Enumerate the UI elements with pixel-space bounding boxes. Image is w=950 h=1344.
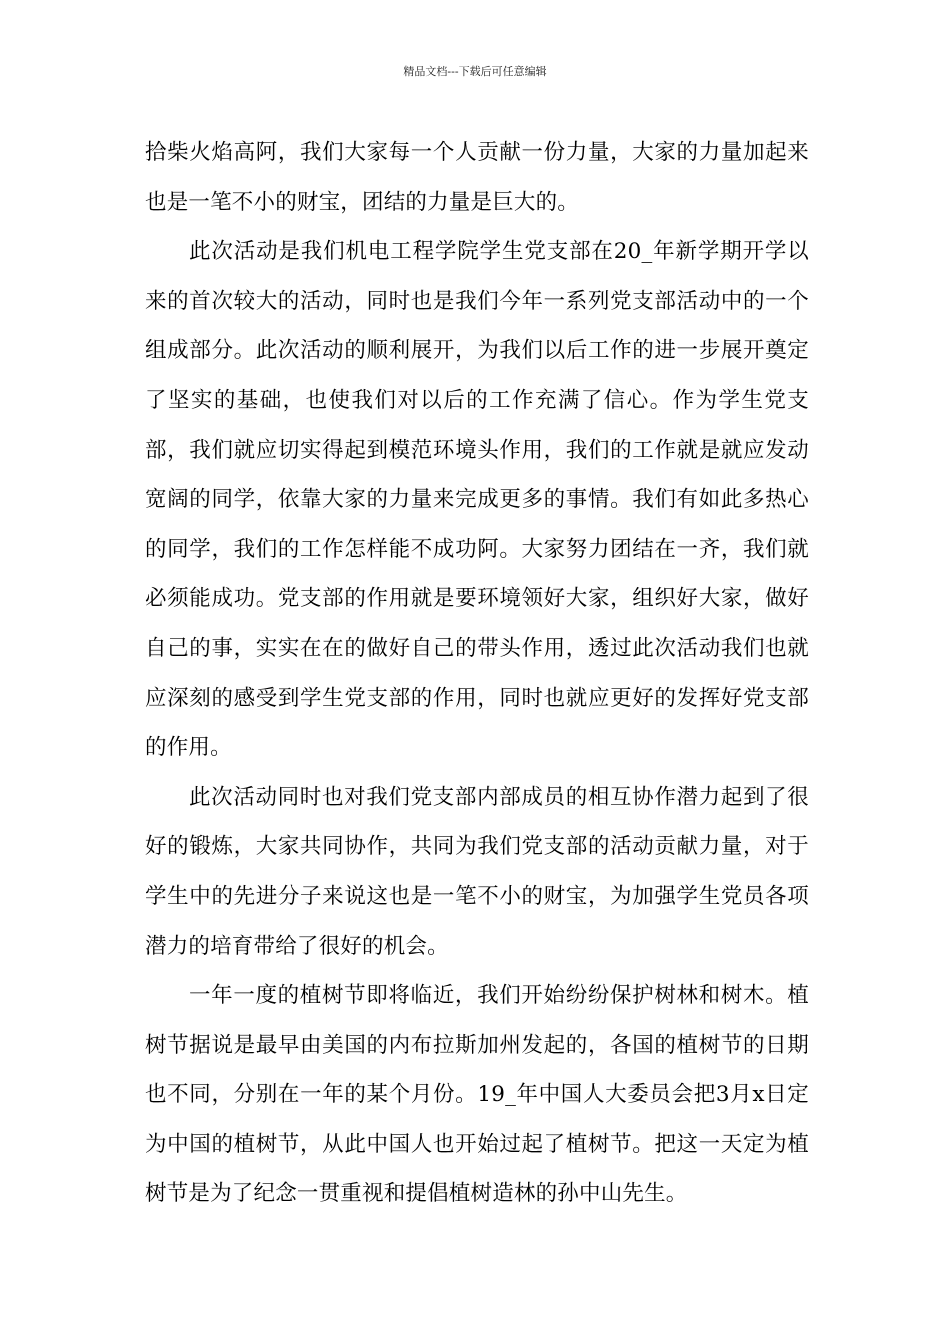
page-header: 精品文档---下载后可任意编辑: [403, 65, 547, 78]
document-body: [145, 128, 809, 1219]
paragraph-arbor-day: 一年一度的植树节即将临近，我们开始纷纷保护树林和树木。植树节据说是最早由美国的内布拉斯加州发起的，各国的植树节的日期也不同，分别在一年的某个月份。19_年中国人大委员会把3月x日定为中国的植树节，从此中国人也开始过起了植树节。把这一天定为植树节是为了纪念一贯重视和提倡植树造林的孙中山先生。: [145, 983, 809, 1207]
paragraph-continuation: 拾柴火焰高阿，我们大家每一个人贡献一份力量，大家的力量加起来也是一笔不小的财宝，团结的力量是巨大的。: [145, 140, 809, 215]
paragraph-teamwork: 此次活动同时也对我们党支部内部成员的相互协作潜力起到了很好的锻炼，大家共同协作，共同为我们党支部的活动贡献力量，对于学生中的先进分子来说这也是一笔不小的财宝，为加强学生党员各项潜力的培育带给了很好的机会。: [145, 784, 809, 959]
paragraph-activity-significance: 此次活动是我们机电工程学院学生党支部在20_年新学期开学以来的首次较大的活动，同时也是我们今年一系列党支部活动中的一个组成部分。此次活动的顺利展开，为我们以后工作的进一步展开奠定了坚实的基础，也使我们对以后的工作充满了信心。作为学生党支部，我们就应切实得起到模范环境头作用，我们的工作就是就应发动宽阔的同学，依靠大家的力量来完成更多的事情。我们有如此多热心的同学，我们的工作怎样能不成功阿。大家努力团结在一齐，我们就必须能成功。党支部的作用就是要环境领好大家，组织好大家，做好自己的事，实实在在的做好自己的带头作用，透过此次活动我们也就应深刻的感受到学生党支部的作用，同时也就应更好的发挥好党支部的作用。: [145, 239, 809, 761]
